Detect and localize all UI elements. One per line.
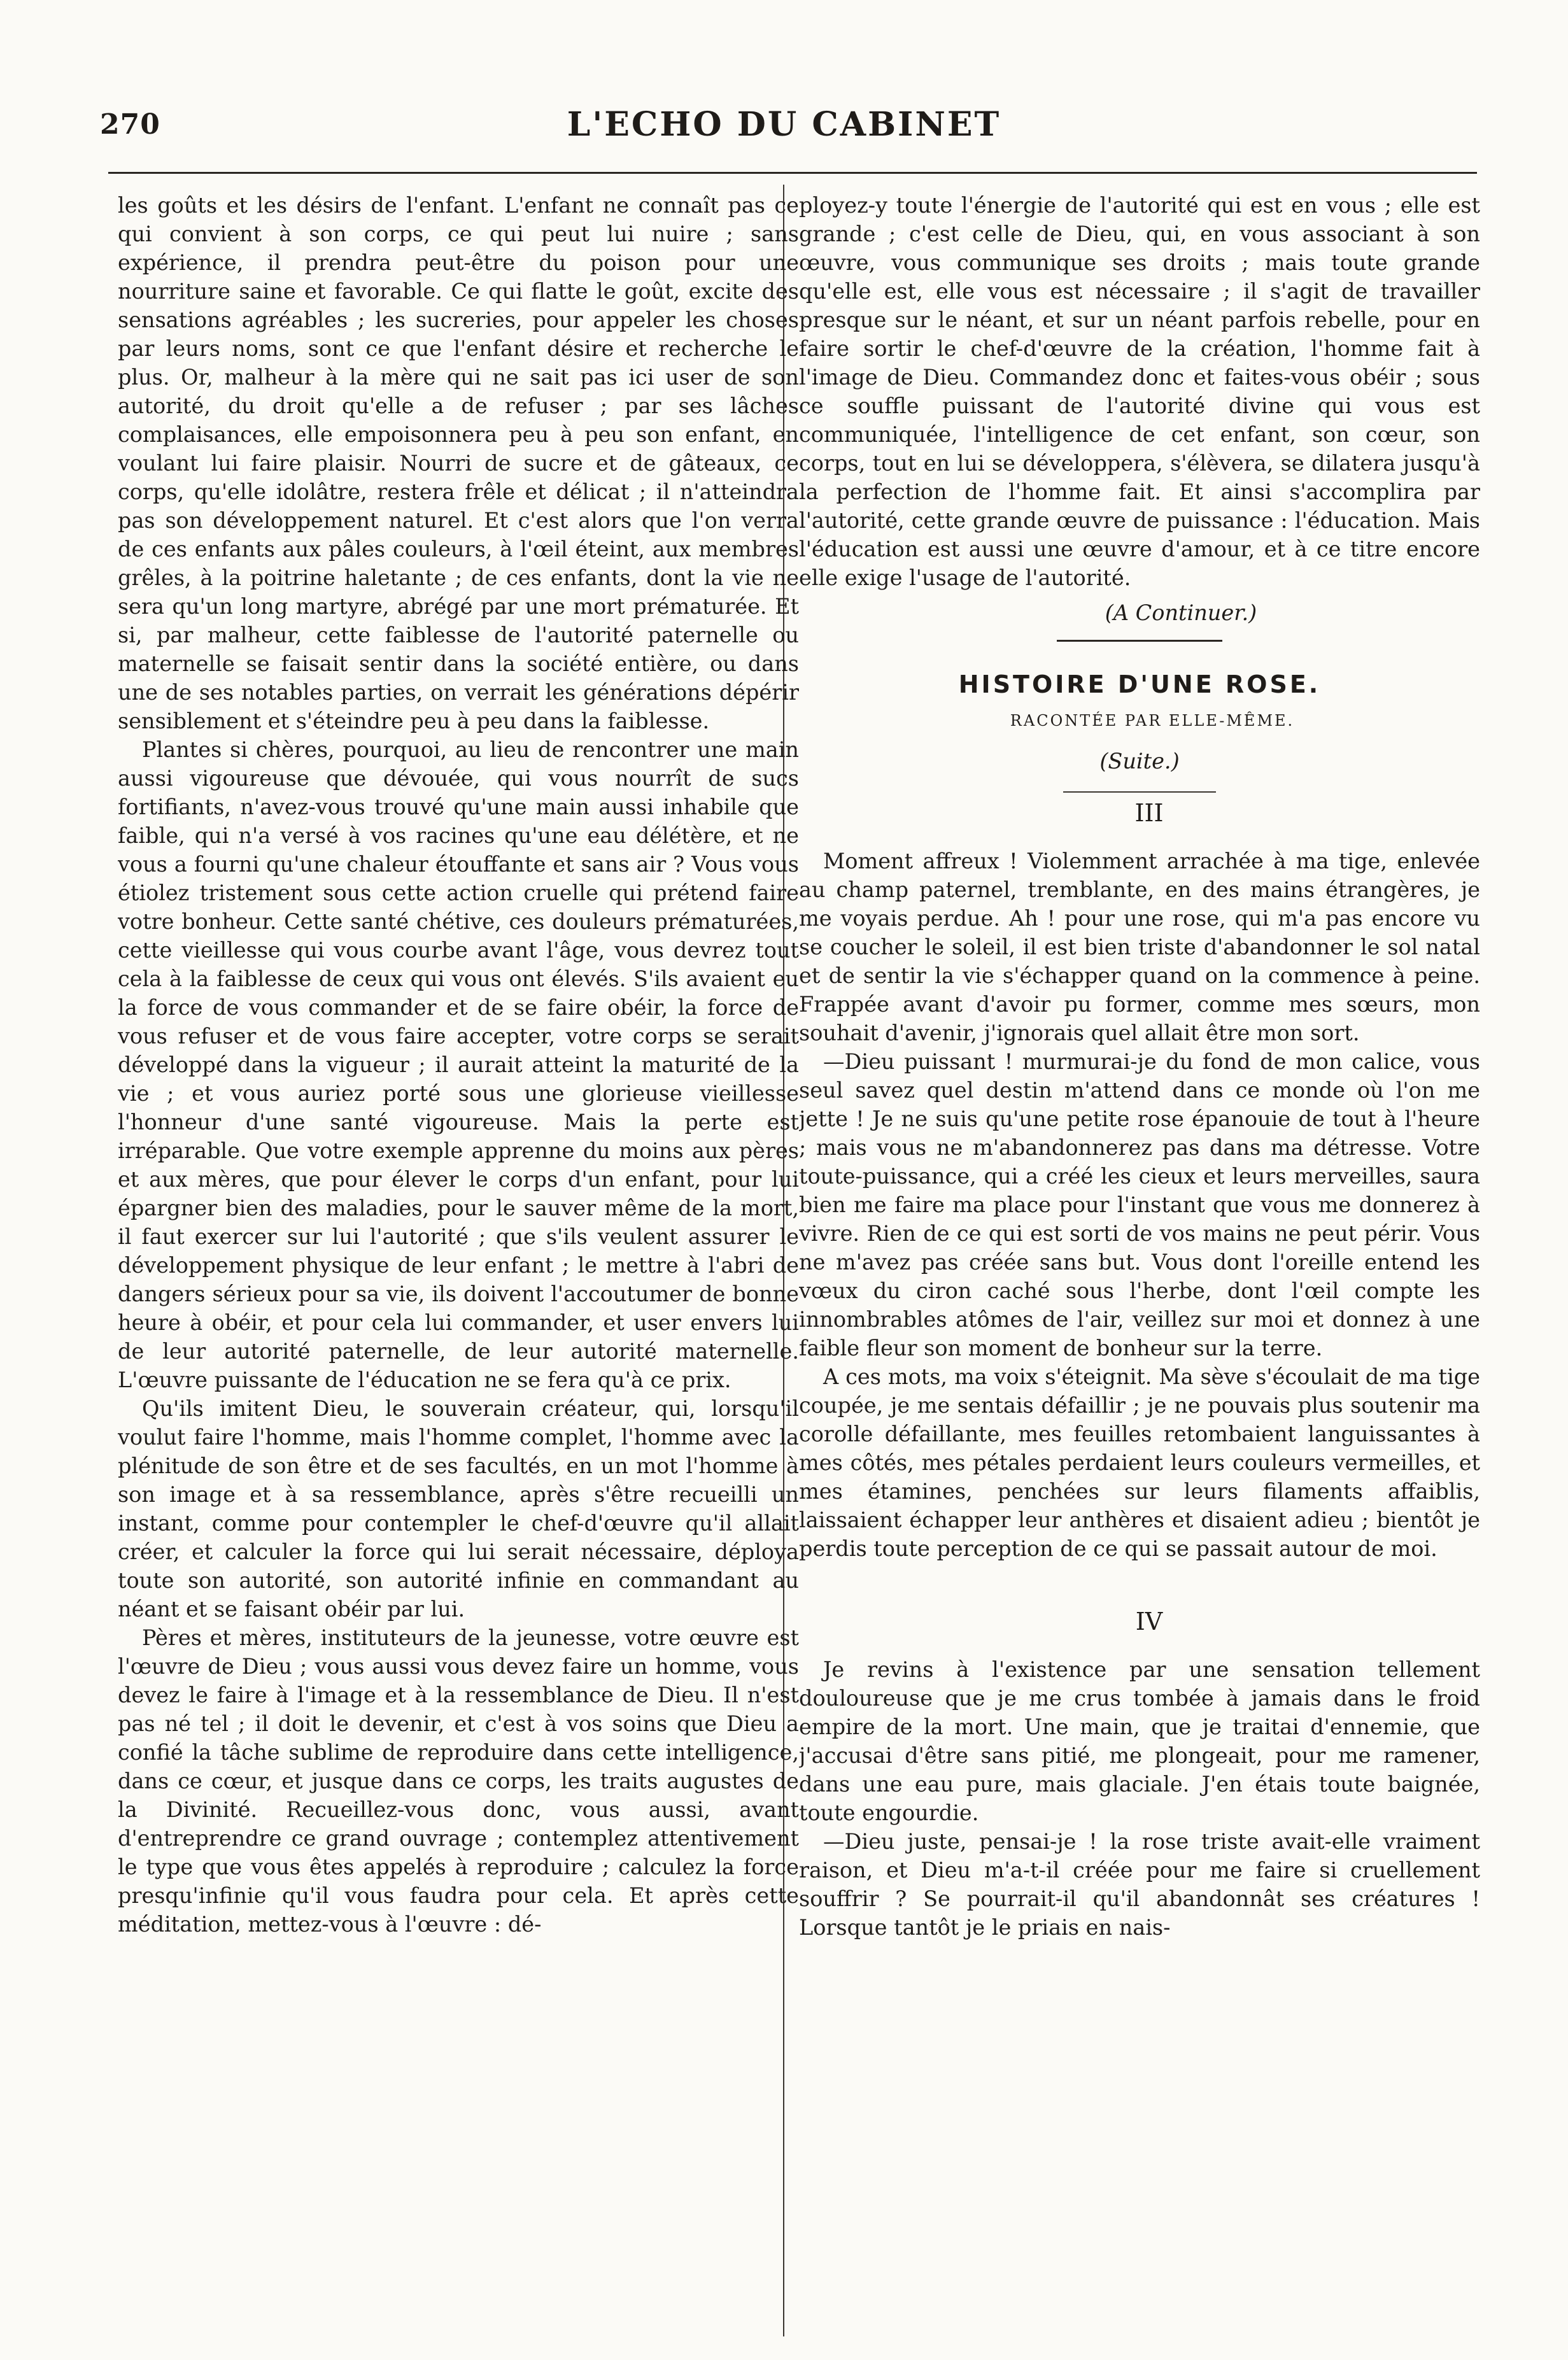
paragraph: Plantes si chères, pourquoi, au lieu de rencontrer une main aussi vigoureuse que dévouée, qui vous nourrît de sucs fortifiants, n'avez-vous trouvé qu'une main aussi inhabile que faible, qui n'a versé à vos racines qu'une eau délétère, et ne vous a fourni qu'une chaleur étouffante et sans air ? Vous vous étiolez tristement sous cette action cruelle qui prétend faire votre bonheur. Cette santé chétive, ces douleurs prématurées, cette vieillesse qui vous courbe avant l'âge, vous devrez tout cela à la faiblesse de ceux qui vous ont élevés. S'ils avaient eu la force de vous commander et de se faire obéir, la force de vous refuser et de vous faire accepter, votre corps se serait développé dans la vigueur ; il aurait atteint la maturité de la vie ; et vous auriez porté sous une glorieuse vieillesse l'honneur d'une santé vigoureuse. Mais la perte est irréparable. Que votre exemple apprenne du moins aux pères et aux mères, que pour élever le corps d'un enfant, pour lui épargner bien des maladies, pour le sauver même de la mort, il faut exercer sur lui l'autorité ; que s'ils veulent assurer le développement physique de leur enfant ; le mettre à l'abri de dangers sérieux pour sa vie, ils doivent l'accoutumer de bonne heure à obéir, et pour cela lui commander, et user envers lui de leur autorité paternelle, de leur autorité maternelle. L'œuvre puissante de l'éducation ne se fera qu'à ce prix. xyxy=(118,737,799,1392)
chapter-number: III xyxy=(1134,799,1164,827)
paragraph: Moment affreux ! Violemment arrachée à ma tige, enlevée au champ paternel, tremblante, en des mains étrangères, je me voyais perdue. Ah ! pour une rose, qui m'a pas encore vu se coucher le soleil, il est bien triste d'abandonner le sol natal et de sentir la vie s'échapper quand on la commence à peine. Frappée avant d'avoir pu former, comme mes sœurs, mon souhait d'avenir, j'ignorais quel allait être mon sort. xyxy=(799,849,1480,1045)
right-column xyxy=(799,191,1480,2335)
story-title: HISTOIRE D'UNE ROSE. xyxy=(958,670,1321,698)
section-rule xyxy=(1057,640,1222,642)
paragraph: les goûts et les désirs de l'enfant. L'enfant ne connaît pas ce qui convient à son corps, ce qui peut lui nuire ; sans expérience, il prendra peut-être du poison pour une nourriture saine et favorable. Ce qui flatte le goût, excite des sensations agréables ; les sucreries, pour appeler les choses par leurs noms, sont ce que l'enfant désire et recherche le plus. Or, malheur à la mère qui ne sait pas ici user de son autorité, du droit qu'elle a de refuser ; par ses lâches complaisances, elle empoisonnera peu à peu son enfant, en voulant lui faire plaisir. Nourri de sucre et de gâteaux, ce corps, qu'elle idolâtre, restera frêle et délicat ; il n'atteindra pas son développement naturel. Et c'est alors que l'on verra de ces enfants aux pâles couleurs, à l'œil éteint, aux membres grêles, à la poitrine haletante ; de ces enfants, dont la vie ne sera qu'un long martyre, abrégé par une mort prématurée. Et si, par malheur, cette faiblesse de l'autorité paternelle ou maternelle se faisait sentir dans la société entière, ou dans une de ses notables parties, on verrait les générations dépérir sensiblement et s'éteindre peu à peu dans la faiblesse. xyxy=(118,193,799,733)
chapter-rule xyxy=(1063,791,1216,793)
story-subtitle: RACONTÉE PAR ELLE-MÊME. xyxy=(1010,712,1295,730)
page-number: 270 xyxy=(100,108,160,141)
story-suite: (Suite.) xyxy=(1099,749,1180,774)
header-rule xyxy=(108,172,1477,174)
paragraph: —Dieu puissant ! murmurai-je du fond de mon calice, vous seul savez quel destin m'attend dans ce monde où l'on me jette ! Je ne suis qu'une petite rose épanouie de tout à l'heure ; mais vous ne m'abandonnerez pas dans ma détresse. Votre toute-puissance, qui a créé les cieux et leurs merveilles, saura bien me faire ma place pour l'instant que vous me donnerez à vivre. Rien de ce qui est sorti de vos mains ne peut périr. Vous ne m'avez pas créée sans but. Vous dont l'oreille entend les vœux du ciron caché sous l'herbe, dont l'œil compte les innombrables atômes de l'air, veillez sur moi et donnez à une faible fleur son moment de bonheur sur la terre. xyxy=(799,1049,1480,1360)
paragraph: —Dieu juste, pensai-je ! la rose triste avait-elle vraiment raison, et Dieu m'a-t-il créée pour me faire si cruellement souffrir ? Se pourrait-il qu'il abandonnât ses créatures ! Lorsque tantôt je le priais en nais- xyxy=(799,1829,1480,1940)
paragraph: A ces mots, ma voix s'éteignit. Ma sève s'écoulait de ma tige coupée, je me sentais défaillir ; je ne pouvais plus soutenir ma corolle défaillante, mes feuilles retombaient languissantes à mes côtés, mes pétales perdaient leurs couleurs vermeilles, et mes étamines, penchées sur leurs filaments affaiblis, laissaient échapper leur anthères et disaient adieu ; bientôt je perdis toute perception de ce qui se passait autour de moi. xyxy=(799,1364,1480,1561)
continue-note: (A Continuer.) xyxy=(1105,600,1257,625)
paragraph: Qu'ils imitent Dieu, le souverain créateur, qui, lorsqu'il voulut faire l'homme, mais l'homme complet, l'homme avec la plénitude de son être et de ses facultés, en un mot l'homme à son image et à sa ressemblance, après s'être recueilli un instant, comme pour contempler le chef-d'œuvre qu'il allait créer, et calculer la force qui lui serait nécessaire, déploya toute son autorité, son autorité infinie en commandant au néant et se faisant obéir par lui. xyxy=(118,1396,799,1622)
running-title: L'ECHO DU CABINET xyxy=(567,105,1001,144)
chapter-number: IV xyxy=(1135,1607,1163,1636)
paragraph: Pères et mères, instituteurs de la jeunesse, votre œuvre est l'œuvre de Dieu ; vous aussi vous devez faire un homme, vous devez le faire à l'image et à la ressemblance de Dieu. Il n'est pas né tel ; il doit le devenir, et c'est à vos soins que Dieu a confié la tâche sublime de reproduire dans cette intelligence, dans ce cœur, et jusque dans ce corps, les traits augustes de la Divinité. Recueillez-vous donc, vous aussi, avant d'entreprendre ce grand ouvrage ; contemplez attentivement le type que vous êtes appelés à reproduire ; calculez la force presqu'infinie qu'il vous faudra pour cela. Et après cette méditation, mettez-vous à l'œuvre : dé- xyxy=(118,1625,799,1937)
paragraph: Je revins à l'existence par une sensation tellement douloureuse que je me crus tombée à jamais dans le froid empire de la mort. Une main, que je traitai d'ennemie, que j'accusai d'être sans pitié, me plongeait, pour me ramener, dans une eau pure, mais glaciale. J'en étais toute baignée, toute engourdie. xyxy=(799,1657,1480,1825)
paragraph: ployez-y toute l'énergie de l'autorité qui est en vous ; elle est grande ; c'est celle de Dieu, qui, en vous associant à son œuvre, vous communique ses droits ; mais toute grande qu'elle est, elle vous est nécessaire ; il s'agit de travailler presque sur le néant, et sur un néant parfois rebelle, pour en faire sortir le chef-d'œuvre de la création, l'homme fait à l'image de Dieu. Commandez donc et faites-vous obéir ; sous ce souffle puissant de l'autorité divine qui vous est communiquée, l'intelligence de cet enfant, son cœur, son corps, tout en lui se développera, s'élèvera, se dilatera jusqu'à la perfection de l'homme fait. Et ainsi s'accomplira par l'autorité, cette grande œuvre de puissance : l'éducation. Mais l'éducation est aussi une œuvre d'amour, et à ce titre encore elle exige l'usage de l'autorité. xyxy=(799,193,1480,590)
section-gap xyxy=(799,1563,1480,1601)
left-column xyxy=(118,191,799,2335)
